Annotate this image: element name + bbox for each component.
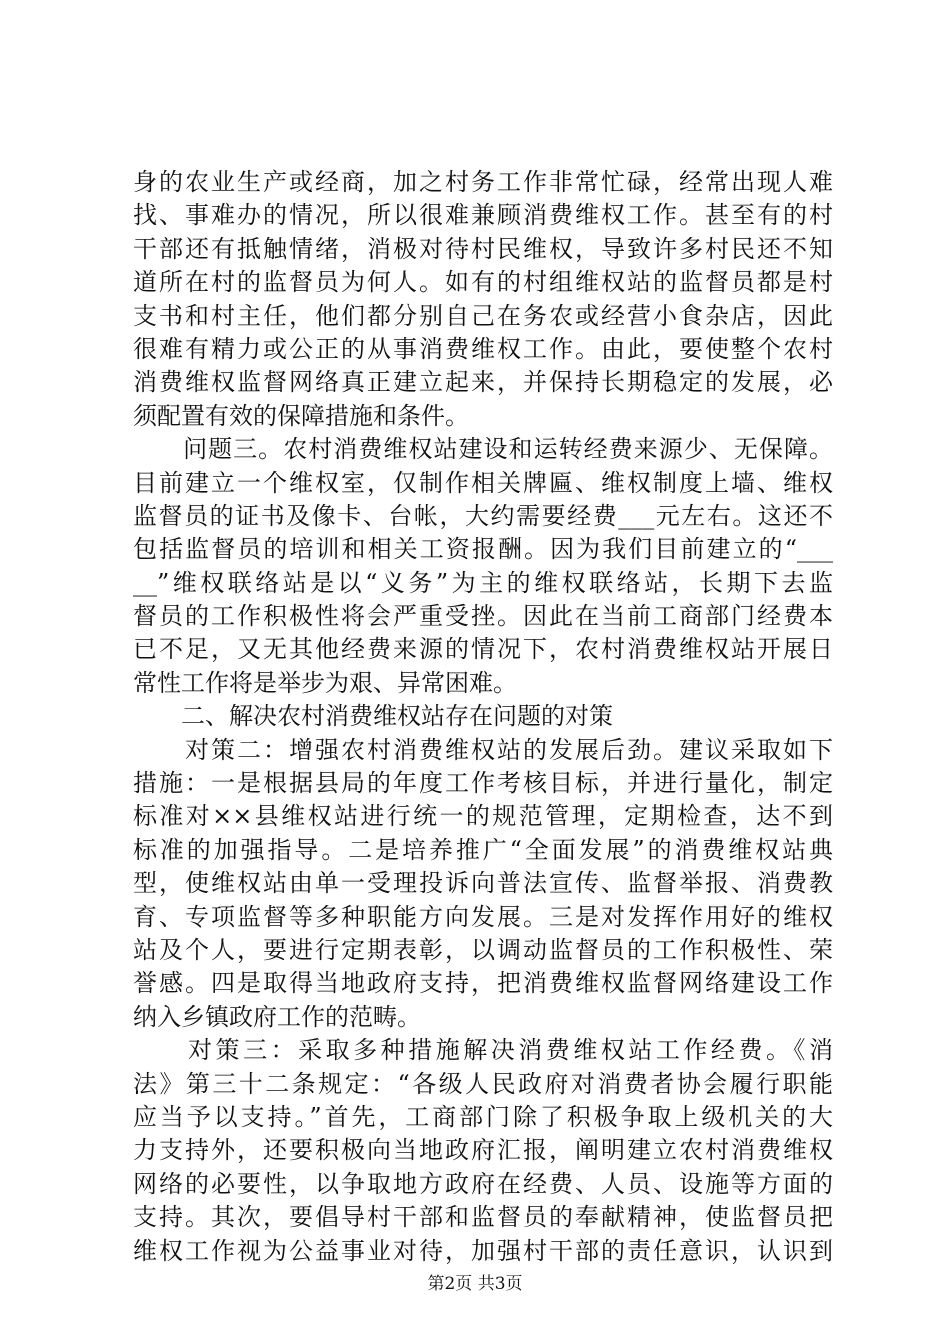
text-line: 纳入乡镇政府工作的范畴。 bbox=[133, 1002, 421, 1031]
text-line: 问题三。农村消费维权站建设和运转经费来源少、无保障。 bbox=[133, 435, 833, 464]
text-line: 力支持外，还要积极向当地政府汇报，阐明建立农村消费维权 bbox=[133, 1136, 833, 1165]
text-line: 找、事难办的情况，所以很难兼顾消费维权工作。甚至有的村 bbox=[133, 201, 833, 230]
text-line: 须配置有效的保障措施和条件。 bbox=[133, 401, 469, 430]
page-footer: 第2页 共3页 bbox=[427, 1274, 523, 1294]
text-line: 法》第三十二条规定：“各级人民政府对消费者协会履行职能 bbox=[133, 1069, 833, 1098]
text-line: 很难有精力或公正的从事消费维权工作。由此，要使整个农村 bbox=[133, 334, 833, 363]
text-line: 消费维权监督网络真正建立起来，并保持长期稳定的发展，必 bbox=[133, 368, 833, 397]
text-line: 包括监督员的培训和相关工资报酬。因为我们目前建立的“___ bbox=[133, 535, 833, 564]
text-line: 支书和村主任，他们都分别自己在务农或经营小食杂店，因此 bbox=[133, 301, 833, 330]
text-line: 站及个人，要进行定期表彰，以调动监督员的工作积极性、荣 bbox=[133, 935, 833, 964]
text-line: 网络的必要性，以争取地方政府在经费、人员、设施等方面的 bbox=[133, 1169, 833, 1198]
text-line: 誉感。四是取得当地政府支持，把消费维权监督网络建设工作 bbox=[133, 969, 833, 998]
document-body bbox=[133, 166, 833, 1268]
text-line: 道所在村的监督员为何人。如有的村组维权站的监督员都是村 bbox=[133, 268, 833, 297]
text-line: 干部还有抵触情绪，消极对待村民维权，导致许多村民还不知 bbox=[133, 234, 833, 263]
text-line: 型，使维权站由单一受理投诉向普法宣传、监督举报、消费教 bbox=[133, 869, 833, 898]
text-line: 已不足，又无其他经费来源的情况下，农村消费维权站开展日 bbox=[133, 635, 833, 664]
text-line: 对策二：增强农村消费维权站的发展后劲。建议采取如下 bbox=[133, 735, 833, 764]
text-line: 二、解决农村消费维权站存在问题的对策 bbox=[133, 702, 613, 731]
text-line: 措施：一是根据县局的年度工作考核目标，并进行量化，制定 bbox=[133, 769, 833, 798]
text-line: 常性工作将是举步为艰、异常困难。 bbox=[133, 668, 517, 697]
text-line: __”维权联络站是以“义务”为主的维权联络站，长期下去监 bbox=[133, 568, 833, 597]
text-line: 身的农业生产或经商，加之村务工作非常忙碌，经常出现人难 bbox=[133, 168, 833, 196]
text-line: 督员的工作积极性将会严重受挫。因此在当前工商部门经费本 bbox=[133, 602, 833, 631]
text-line: 育、专项监督等多种职能方向发展。三是对发挥作用好的维权 bbox=[133, 902, 833, 931]
text-line: 监督员的证书及像卡、台帐，大约需要经费___元左右。这还不 bbox=[133, 501, 833, 530]
text-line: 维权工作视为公益事业对待，加强村干部的责任意识，认识到 bbox=[133, 1236, 833, 1265]
text-line: 标准的加强指导。二是培养推广“全面发展”的消费维权站典 bbox=[133, 835, 833, 864]
text-line: 应当予以支持。”首先，工商部门除了积极争取上级机关的大 bbox=[133, 1102, 833, 1131]
text-line: 支持。其次，要倡导村干部和监督员的奉献精神，使监督员把 bbox=[133, 1203, 833, 1232]
text-line: 目前建立一个维权室，仅制作相关牌匾、维权制度上墙、维权 bbox=[133, 468, 833, 497]
text-line: 标准对××县维权站进行统一的规范管理，定期检查，达不到 bbox=[133, 802, 833, 831]
text-line: 对策三：采取多种措施解决消费维权站工作经费。《消 bbox=[133, 1036, 833, 1065]
